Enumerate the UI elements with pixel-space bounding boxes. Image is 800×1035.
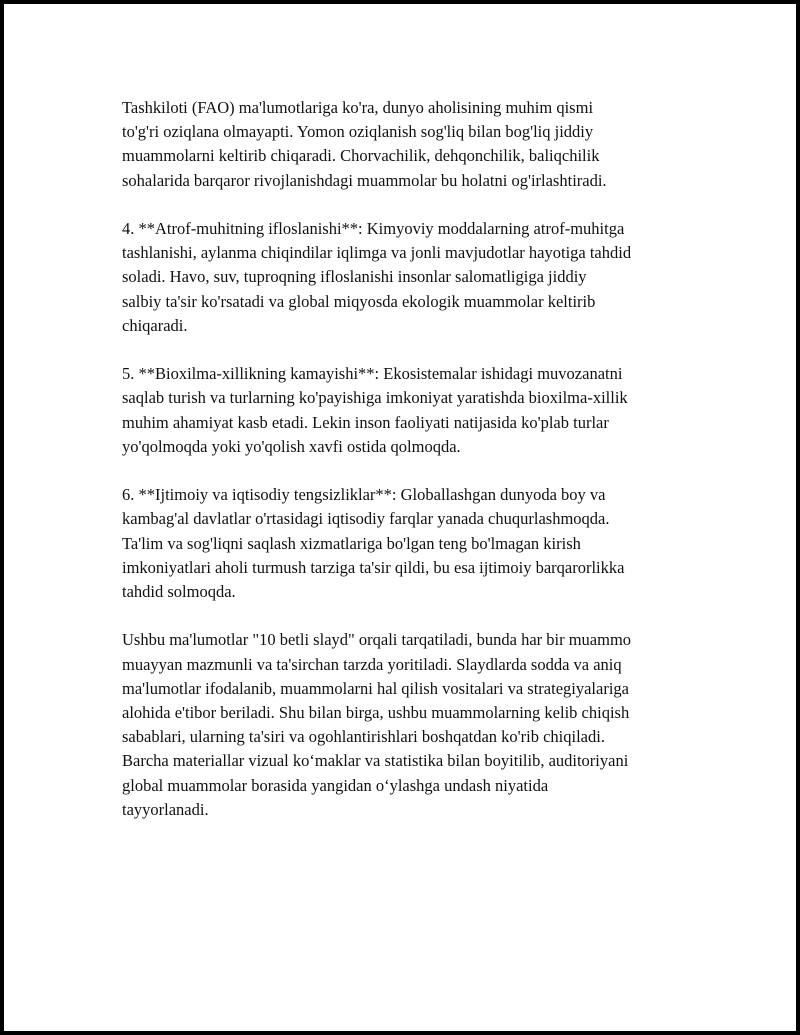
paragraph-biodiversity: 5. **Bioxilma-xillikning kamayishi**: Ekosistemalar ishidagi muvozanatni saqlab turish va turlarning ko'payishiga imkoniyat yaratishda bioxilma-xillik muhim ahamiyat kasb etadi. Lekin inson faoliyati natijasida ko'plab turlar yo'qolmoqda yoki yo'qolish xavfi ostida qolmoqda. — [122, 364, 628, 456]
paragraph-inequality: 6. **Ijtimoiy va iqtisodiy tengsizliklar**: Globallashgan dunyoda boy va kambag'al davlatlar o'rtasidagi iqtisodiy farqlar yanada chuqurlashmoqda. Ta'lim va sog'liqni saqlash xizmatlariga bo'lgan teng bo'lmagan kirish imkoniyatlari aholi turmush tarziga ta'sir qildi, bu esa ijtimoiy barqarorlikka tahdid solmoqda. — [122, 485, 625, 602]
paragraph-fao: Tashkiloti (FAO) ma'lumotlariga ko'ra, dunyo aholisining muhim qismi to'g'ri oziqlana olmayapti. Yomon oziqlanish sog'liq bilan bog'liq jiddiy muammolarni keltirib chiqaradi. Chorvachilik, dehqonchilik, baliqchilik sohalarida barqaror rivojlanishdagi muammolar bu holatni og'irlashtiradi. — [122, 98, 607, 190]
document-body — [122, 96, 702, 846]
paragraph-summary: Ushbu ma'lumotlar "10 betli slayd" orqali tarqatiladi, bunda har bir muammo muayyan mazmunli va ta'sirchan tarzda yoritiladi. Slaydlarda sodda va aniq ma'lumotlar ifodalanib, muammolarni hal qilish vositalari va strategiyalariga alohida e'tibor beriladi. Shu bilan birga, ushbu muammolarning kelib chiqish sabablari, ularning ta'siri va ogohlantirishlari boshqatdan ko'rib chiqiladi. Barcha materiallar vizual ko‘maklar va statistika bilan boyitilib, auditoriyani global muammolar borasida yangidan o‘ylashga undash niyatida tayyorlanadi. — [122, 630, 632, 819]
paragraph-pollution: 4. **Atrof-muhitning ifloslanishi**: Kimyoviy moddalarning atrof-muhitga tashlanishi, aylanma chiqindilar iqlimga va jonli mavjudotlar hayotiga tahdid soladi. Havo, suv, tuproqning ifloslanishi insonlar salomatligiga jiddiy salbiy ta'sir ko'rsatadi va global miqyosda ekologik muammolar keltirib chiqaradi. — [122, 219, 632, 335]
